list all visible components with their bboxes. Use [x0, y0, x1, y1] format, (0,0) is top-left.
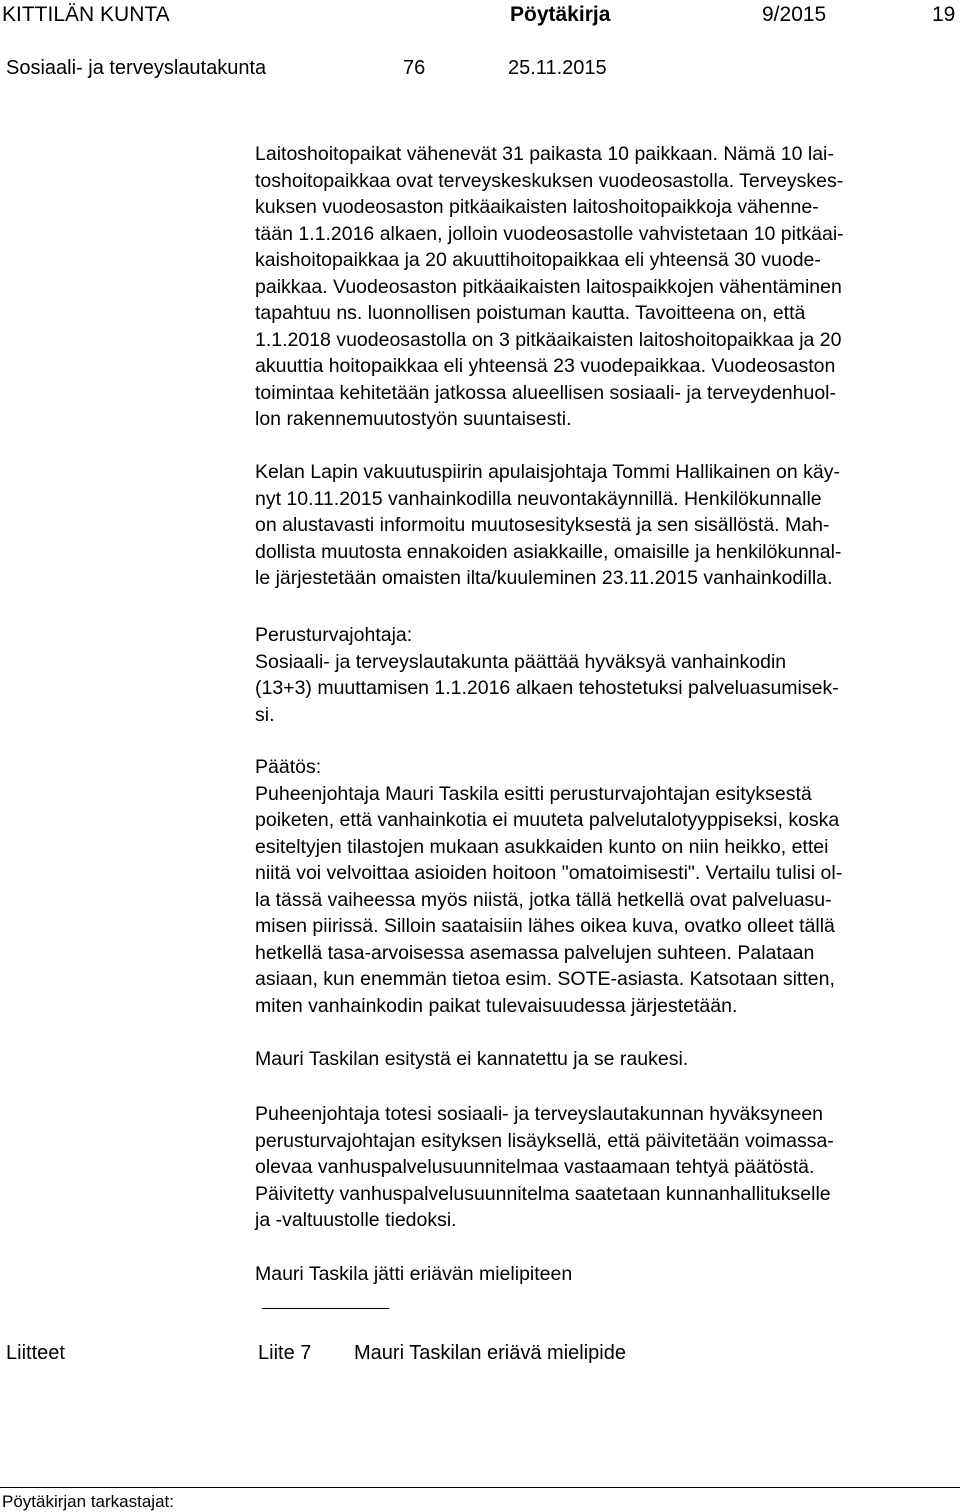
- paragraph-proposal: Perusturvajohtaja: Sosiaali- ja terveyslautakunta päättää hyväksyä vanhainkodin (13+3) muuttamisen 1.1.2016 alkaen tehostetuksi palveluasumisek- si.: [255, 624, 839, 726]
- committee-name: Sosiaali- ja terveyslautakunta: [6, 57, 267, 79]
- document-type: Pöytäkirja: [510, 3, 611, 26]
- section-divider: [262, 1308, 389, 1309]
- paragraph-dissent: Mauri Taskila jätti eriävän mielipiteen: [255, 1263, 573, 1285]
- document-number: 9/2015: [762, 3, 827, 26]
- paragraph-facility-changes: Laitoshoitopaikat vähenevät 31 paikasta 10 paikkaan. Nämä 10 lai- toshoitopaikkaa ovat terveyskeskuksen vuodeosastolla. Terveyskes- kuksen vuodeosaston pitkäaikaisten laitoshoitopaikkoja vähenne- tään 1.1.2016 alkaen, jolloin vuodeosastolle vahvistetaan 10 pitkäai- kaishoitopaikkaa ja 20 akuuttihoitopaikkaa eli yhteensä 30 vuode- paikkaa. Vuodeosaston pitkäaikaisten laitospaikkojen vähentäminen tapahtuu ns. luonnollisen poistuman kautta. Tavoitteena on, että 1.1.2018 vuodeosastolla on 3 pitkäaikaisten laitoshoitopaikkaa ja 20 akuuttia hoitopaikkaa eli yhteensä 23 vuodepaikkaa. Vuodeosaston toimintaa kehitetään jatkossa alueellisen sosiaali- ja terveydenhuol- lon rakennemuutostyön suuntaisesti.: [255, 143, 844, 430]
- paragraph-kela-visit: Kelan Lapin vakuutuspiirin apulaisjohtaja Tommi Hallikainen on käy- nyt 10.11.2015 vanhainkodilla neuvontakäynnillä. Henkilökunnalle on alustavasti informoitu muutosesityksestä ja sen sisällöstä. Mah- dollista muutosta ennakoiden asiakkaille, omaisille ja henkilökunnal- le järjestetään omaisten ilta/kuuleminen 23.11.2015 vanhainkodilla.: [255, 461, 842, 589]
- signature-label: Pöytäkirjan tarkastajat:: [2, 1492, 174, 1511]
- attachment-number: Liite 7: [258, 1342, 312, 1364]
- paragraph-chair-statement: Puheenjohtaja totesi sosiaali- ja terveyslautakunnan hyväksyneen perusturvajohtajan esityksen lisäyksellä, että päivitetään voimassa- olevaa vanhuspalvelusuunnitelmaa vastaamaan tehtyä päätöstä. Päivitetty vanhuspalvelusuunnitelma saatetaan kunnanhallitukselle ja -valtuustolle tiedoksi.: [255, 1103, 834, 1231]
- section-number: 76: [403, 57, 426, 79]
- attachments-label: Liitteet: [6, 1342, 65, 1364]
- meeting-date: 25.11.2015: [508, 57, 607, 79]
- paragraph-decision: Päätös: Puheenjohtaja Mauri Taskila esitti perusturvajohtajan esityksestä poiketen, että vanhainkotia ei muuteta palvelutalotyyppiseksi, koska esiteltyjen tilastojen mukaan asukkaiden kunto on niin heikko, ettei niitä voi velvoittaa asioiden hoitoon "omatoimisesti". Vertailu tulisi ol- la tässä vaiheessa myös niistä, jotka tällä hetkellä ovat palveluasu- misen piirissä. Silloin saataisiin lähes oikea kuva, ovatko olleet tällä hetkellä tasa-arvoisessa asemassa palvelujen suhteen. Palataan asiaan, kun enemmän tietoa esim. SOTE-asiasta. Katsotaan sitten, miten vanhainkodin paikat tulevaisuudessa järjestetään.: [255, 756, 843, 1017]
- paragraph-motion-failed: Mauri Taskilan esitystä ei kannatettu ja se raukesi.: [255, 1048, 689, 1070]
- footer-divider: [0, 1487, 960, 1488]
- attachment-title: Mauri Taskilan eriävä mielipide: [354, 1342, 626, 1364]
- municipality-name: KITTILÄN KUNTA: [2, 3, 170, 26]
- page-number: 19: [932, 3, 956, 26]
